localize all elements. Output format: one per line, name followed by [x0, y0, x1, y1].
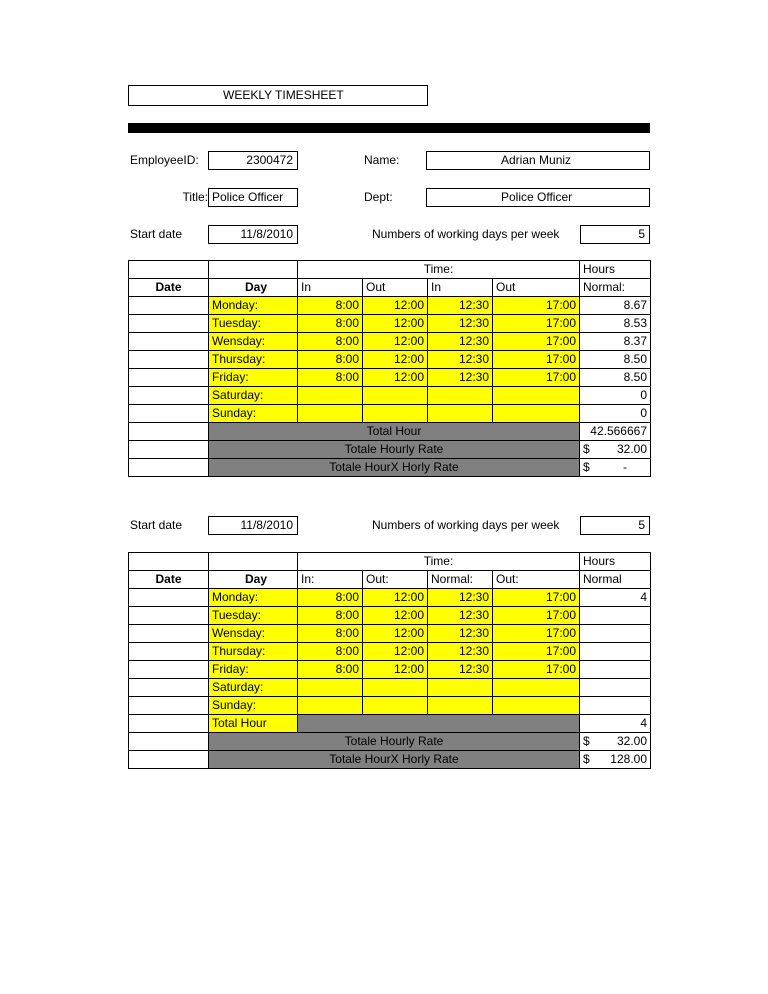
total-pay-label: Totale HourX Horly Rate: [209, 751, 580, 769]
date-header-cell: [129, 553, 209, 571]
hours-cell: 0: [580, 405, 651, 423]
hours-header: Hours: [580, 553, 651, 571]
total-pay-row: [129, 459, 651, 477]
in2-cell[interactable]: 12:30: [428, 315, 493, 333]
day-cell: Sunday:: [209, 405, 298, 423]
total-hour-label: Total Hour: [209, 715, 298, 733]
day-cell: Wensday:: [209, 333, 298, 351]
in2-header: Normal:: [428, 571, 493, 589]
time-header: Time:: [298, 261, 580, 279]
hours-cell: [580, 661, 651, 679]
table-row: [129, 589, 651, 607]
out2-cell[interactable]: [493, 697, 580, 715]
day-cell: Tuesday:: [209, 607, 298, 625]
day-cell: Saturday:: [209, 679, 298, 697]
date-cell[interactable]: [129, 297, 209, 315]
name-label: Name:: [364, 153, 400, 167]
out1-cell[interactable]: [363, 679, 428, 697]
date-cell[interactable]: [129, 643, 209, 661]
sheet1-days-field[interactable]: 5: [580, 225, 650, 244]
empty-cell: [129, 459, 209, 477]
date-cell[interactable]: [129, 697, 209, 715]
total-hour-value: 4: [580, 715, 651, 733]
day-cell: Friday:: [209, 661, 298, 679]
in2-cell[interactable]: 12:30: [428, 661, 493, 679]
out2-cell[interactable]: 17:00: [493, 589, 580, 607]
table-row: [129, 315, 651, 333]
out2-cell[interactable]: 17:00: [493, 369, 580, 387]
out1-cell[interactable]: 12:00: [363, 315, 428, 333]
date-cell[interactable]: [129, 387, 209, 405]
out1-cell[interactable]: [363, 405, 428, 423]
date-cell[interactable]: [129, 369, 209, 387]
empty-cell: [129, 733, 209, 751]
out2-cell[interactable]: [493, 405, 580, 423]
table-row: [129, 369, 651, 387]
date-header-cell: [129, 261, 209, 279]
title-label: Title:: [182, 190, 208, 204]
total-hour-row: [129, 423, 651, 441]
date-cell[interactable]: [129, 589, 209, 607]
date-cell[interactable]: [129, 405, 209, 423]
day-cell: Wensday:: [209, 625, 298, 643]
out1-cell[interactable]: [363, 697, 428, 715]
hours-cell: 8.37: [580, 333, 651, 351]
day-cell: Monday:: [209, 297, 298, 315]
day-header-cell: [209, 553, 298, 571]
date-cell[interactable]: [129, 315, 209, 333]
day-cell: Saturday:: [209, 387, 298, 405]
title-field[interactable]: Police Officer: [208, 188, 298, 207]
sheet2-days-field[interactable]: 5: [580, 516, 650, 535]
date-cell[interactable]: [129, 333, 209, 351]
empty-cell: [129, 441, 209, 459]
table-row: [129, 387, 651, 405]
day-cell: Friday:: [209, 369, 298, 387]
empty-cell: [129, 715, 209, 733]
out2-cell[interactable]: [493, 679, 580, 697]
day-cell: Sunday:: [209, 697, 298, 715]
hours-cell: [580, 697, 651, 715]
table-row: [129, 697, 651, 715]
table-row: [129, 643, 651, 661]
in2-cell[interactable]: 12:30: [428, 297, 493, 315]
date-header: Date: [129, 279, 209, 297]
hourly-rate-value: 32.00: [616, 442, 647, 456]
in2-cell[interactable]: [428, 387, 493, 405]
hours-cell: 8.53: [580, 315, 651, 333]
in2-cell[interactable]: [428, 405, 493, 423]
dept-label: Dept:: [364, 190, 393, 204]
table-row: [129, 297, 651, 315]
out2-cell[interactable]: 17:00: [493, 661, 580, 679]
total-hour-label: Total Hour: [209, 423, 580, 441]
sheet2-start-field[interactable]: 11/8/2010: [208, 516, 298, 535]
in2-cell[interactable]: [428, 679, 493, 697]
time-header: Time:: [298, 553, 580, 571]
sheet2-start-label: Start date: [130, 518, 183, 532]
date-cell[interactable]: [129, 625, 209, 643]
timesheet-title: WEEKLY TIMESHEET: [223, 88, 344, 102]
hours-cell: 8.67: [580, 297, 651, 315]
table-row: [129, 351, 651, 369]
day-cell: Monday:: [209, 589, 298, 607]
sheet1-table: [128, 260, 651, 477]
out1-header: Out: [363, 279, 428, 297]
sheet2-days-label: Numbers of working days per week: [372, 518, 560, 532]
empty-cell: [129, 751, 209, 769]
sheet1-header-row-1: [129, 261, 651, 279]
in1-cell[interactable]: 8:00: [298, 625, 363, 643]
day-header: Day: [209, 279, 298, 297]
in2-cell[interactable]: 12:30: [428, 643, 493, 661]
day-cell: Thursday:: [209, 643, 298, 661]
dept-value: Police Officer: [501, 190, 573, 204]
hours-header: Hours: [580, 261, 651, 279]
in2-cell[interactable]: 12:30: [428, 607, 493, 625]
hourly-rate-cell[interactable]: [580, 441, 651, 459]
currency-symbol: $: [583, 442, 590, 456]
in2-cell[interactable]: 12:30: [428, 625, 493, 643]
day-cell: Tuesday:: [209, 315, 298, 333]
sheet1-start-field[interactable]: 11/8/2010: [208, 225, 298, 244]
out1-header: Out:: [363, 571, 428, 589]
sheet1-days-label: Numbers of working days per week: [372, 227, 560, 241]
total-hour-filler: [298, 715, 580, 733]
day-header-cell: [209, 261, 298, 279]
date-cell[interactable]: [129, 607, 209, 625]
hours-cell: [580, 679, 651, 697]
employee-id-field[interactable]: 2300472: [208, 151, 298, 170]
currency-symbol: $: [583, 752, 590, 766]
in1-cell[interactable]: 8:00: [298, 607, 363, 625]
in2-cell[interactable]: 12:30: [428, 351, 493, 369]
out1-cell[interactable]: 12:00: [363, 643, 428, 661]
out1-cell[interactable]: 12:00: [363, 589, 428, 607]
total-pay-label: Totale HourX Horly Rate: [209, 459, 580, 477]
date-header: Date: [129, 571, 209, 589]
out2-cell[interactable]: 17:00: [493, 297, 580, 315]
hourly-rate-row: [129, 733, 651, 751]
total-pay-row: [129, 751, 651, 769]
out2-cell[interactable]: 17:00: [493, 333, 580, 351]
name-value: Adrian Muniz: [501, 153, 572, 167]
out2-header: Out: [493, 279, 580, 297]
in1-cell[interactable]: 8:00: [298, 369, 363, 387]
out1-cell[interactable]: [363, 387, 428, 405]
currency-symbol: $: [583, 734, 590, 748]
out2-cell[interactable]: [493, 387, 580, 405]
hourly-rate-label: Totale Hourly Rate: [209, 441, 580, 459]
sheet1-header-row-2: [129, 279, 651, 297]
in1-cell[interactable]: [298, 679, 363, 697]
header-divider: [128, 123, 650, 133]
in1-cell[interactable]: [298, 405, 363, 423]
hours-cell: 0: [580, 387, 651, 405]
day-header: Day: [209, 571, 298, 589]
table-row: [129, 405, 651, 423]
table-row: [129, 625, 651, 643]
total-hour-value: 42.566667: [580, 423, 651, 441]
sheet2-table: [128, 552, 651, 769]
in1-cell[interactable]: 8:00: [298, 643, 363, 661]
dept-field[interactable]: [426, 188, 650, 207]
date-cell[interactable]: [129, 351, 209, 369]
out2-header: Out:: [493, 571, 580, 589]
hours-cell: 8.50: [580, 369, 651, 387]
in2-cell[interactable]: 12:30: [428, 589, 493, 607]
total-pay-value: 128.00: [610, 752, 647, 766]
out1-cell[interactable]: 12:00: [363, 297, 428, 315]
out1-cell[interactable]: 12:00: [363, 625, 428, 643]
out2-cell[interactable]: 17:00: [493, 315, 580, 333]
date-cell[interactable]: [129, 661, 209, 679]
out1-cell[interactable]: 12:00: [363, 351, 428, 369]
hours-cell: [580, 607, 651, 625]
out2-cell[interactable]: 17:00: [493, 643, 580, 661]
hours-cell: 8.50: [580, 351, 651, 369]
employee-id-label: EmployeeID:: [130, 153, 199, 167]
in2-cell[interactable]: [428, 697, 493, 715]
out1-cell[interactable]: 12:00: [363, 607, 428, 625]
in1-cell[interactable]: [298, 697, 363, 715]
hourly-rate-row: [129, 441, 651, 459]
out2-cell[interactable]: 17:00: [493, 351, 580, 369]
empty-cell: [129, 423, 209, 441]
sheet2-header-row-2: [129, 571, 651, 589]
total-hour-row: [129, 715, 651, 733]
table-row: [129, 679, 651, 697]
in1-cell[interactable]: 8:00: [298, 589, 363, 607]
in1-cell[interactable]: 8:00: [298, 661, 363, 679]
in1-cell[interactable]: 8:00: [298, 351, 363, 369]
hourly-rate-value: 32.00: [616, 734, 647, 748]
total-pay-cell: [580, 459, 651, 477]
in1-cell[interactable]: 8:00: [298, 297, 363, 315]
sheet1-start-label: Start date: [130, 227, 183, 241]
out2-cell[interactable]: 17:00: [493, 625, 580, 643]
normal-header: Normal:: [580, 279, 651, 297]
table-row: [129, 607, 651, 625]
table-row: [129, 333, 651, 351]
day-cell: Thursday:: [209, 351, 298, 369]
in2-cell[interactable]: 12:30: [428, 369, 493, 387]
date-cell[interactable]: [129, 679, 209, 697]
out1-cell[interactable]: 12:00: [363, 661, 428, 679]
total-pay-value: -: [623, 460, 627, 474]
in1-cell[interactable]: 8:00: [298, 333, 363, 351]
currency-symbol: $: [583, 460, 590, 474]
hours-cell: [580, 643, 651, 661]
out1-cell[interactable]: 12:00: [363, 333, 428, 351]
in2-header: In: [428, 279, 493, 297]
hours-cell: [580, 625, 651, 643]
out2-cell[interactable]: 17:00: [493, 607, 580, 625]
in1-header: In:: [298, 571, 363, 589]
sheet2-header-row-1: [129, 553, 651, 571]
total-pay-cell: [580, 751, 651, 769]
hourly-rate-label: Totale Hourly Rate: [209, 733, 580, 751]
hourly-rate-cell[interactable]: [580, 733, 651, 751]
hours-cell: 4: [580, 589, 651, 607]
in2-cell[interactable]: 12:30: [428, 333, 493, 351]
in1-cell[interactable]: 8:00: [298, 315, 363, 333]
in1-cell[interactable]: [298, 387, 363, 405]
in1-header: In: [298, 279, 363, 297]
name-field[interactable]: [426, 151, 650, 170]
out1-cell[interactable]: 12:00: [363, 369, 428, 387]
timesheet-title-box: [128, 85, 428, 106]
normal-header: Normal: [580, 571, 651, 589]
table-row: [129, 661, 651, 679]
